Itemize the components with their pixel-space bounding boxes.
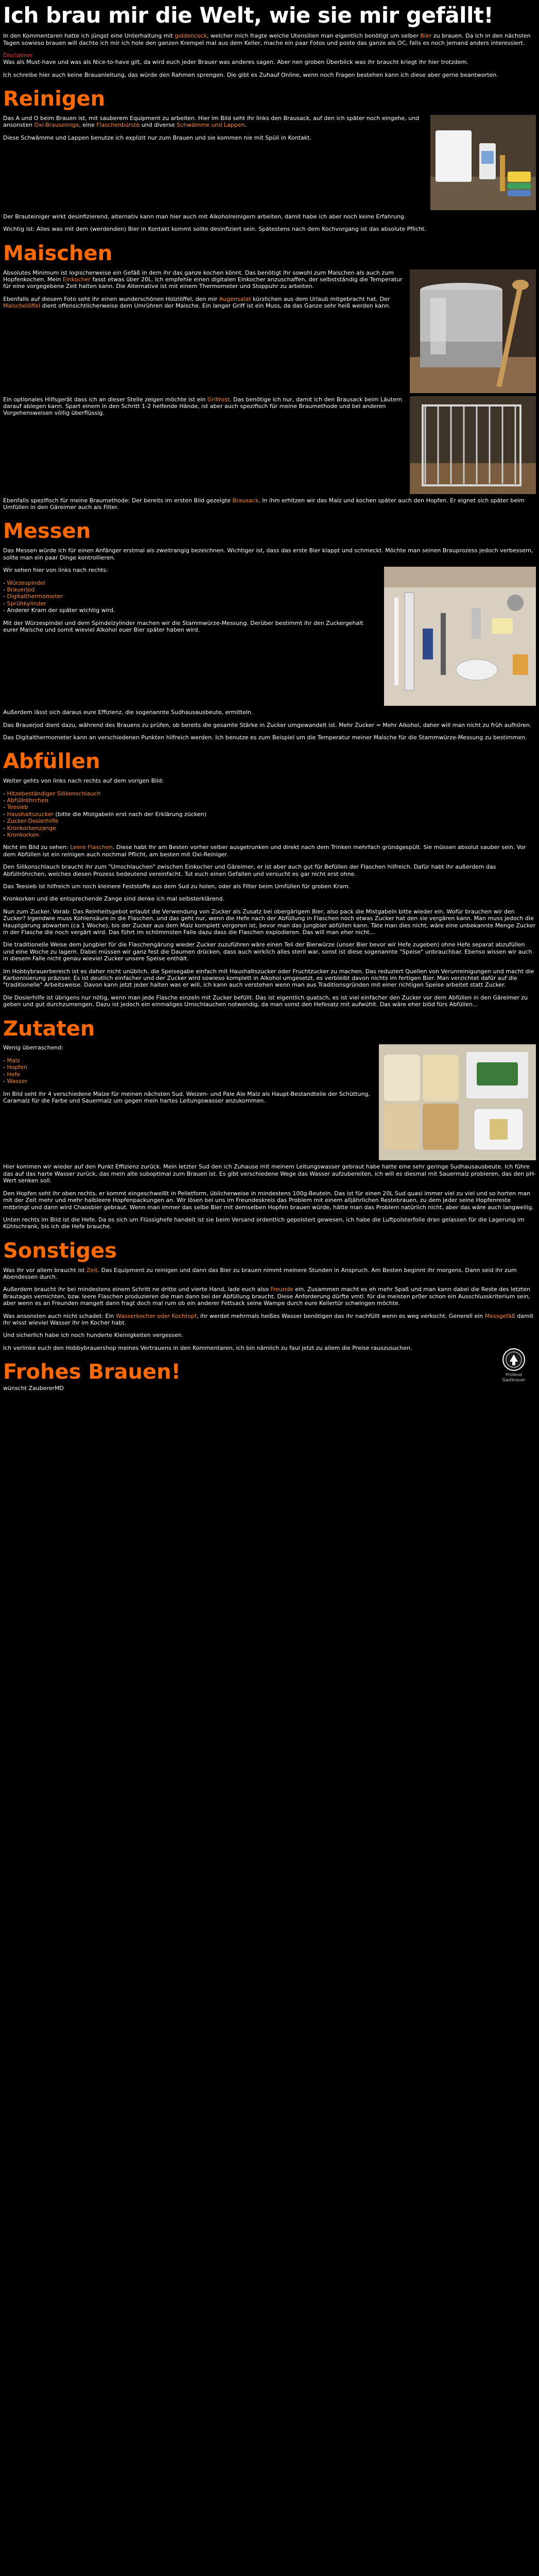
author-line: wünscht ZaubererMD	[3, 1384, 64, 1392]
list-item: - Brauerjod	[3, 586, 35, 593]
final-section	[3, 1360, 536, 1392]
maischen-paragraph-1: Absolutes Minimum ist logischerweise ein Gefäß in dem ihr das ganze kochen könnt. Das benötigt Ihr sowohl zum Maischen als auch zum Hopfenkochen. Mein Einkocher fasst etwas über 20L. Ich empfehle einen digitalen Einkocher anzuschaffen, der selbstständig die Temperatur für eine vorgegebene Zeit halten kann. Die Alternative ist mit einem Thermometer und Stoppuhr zu arbeiten.	[3, 269, 403, 290]
sonstiges-paragraph-5: Ich verlinke euch den Hobbybrauershop meines Vertrauens in den Kommentaren, ich bin nämlich zu faul jetzt zu allem die Preise rauszusuchen.	[3, 1344, 412, 1351]
seal-icon	[502, 1348, 526, 1371]
keyword-bier: Bier	[420, 32, 432, 40]
sonstiges-paragraph-3: Was ansonsten auch nicht schadet: Ein Wasserkocher oder Kochtopf, ihr werdet mehrmals heißes Wasser benötigen das ihr nachfüllt wenn es weg verkocht. Generell ein Messgefäß damit ihr wisst wieviel Wasser ihr im Kocher habt.	[3, 1312, 534, 1326]
zutaten-paragraph-4: Unten rechts im Bild ist die Hefe. Da es sich um Flüssighefe handelt ist sie beim Versand ordentlich gepolstert gewesen, ich habe die Luftpolsterfolie dran gelassen für die Lagerung im Kühlschrank, bis ich die Hefe brauche.	[3, 1216, 525, 1230]
page-title: Ich brau mir die Welt, wie sie mir gefällt!	[3, 3, 494, 28]
zutaten-paragraph-2: Hier kommen wir wieder auf den Punkt Effizienz zurück. Mein letzter Sud den ich Zuhause mit meinem Leitungswasser gebraut habe hatte eine sehr geringe Sudhausausbeute. Ich führe das auf das harte Wasser zurück, das mein alte suboptimal zum Brauen ist. Es gibt verschiedene Wege das Wasser aufzubereiten, ich will es diesmal mit Sauermalz probieren, das den pH-Wert senken soll.	[3, 1163, 536, 1184]
sonstiges-section	[3, 1239, 536, 1351]
abfuellen-list-intro: Weiter gehts von links nach rechts auf dem vorigen Bild:	[3, 777, 164, 785]
closing-heading: Frohes Brauen!	[3, 1360, 181, 1384]
intro-paragraph-2: Ich schreibe hier auch keine Brauanleitung, das würde den Rahmen sprengen. Die gibt es Zuhauf Online, wenn noch Fragen bestehen kann ich diese aber gerne beantworten.	[3, 71, 498, 78]
document-page	[0, 2, 539, 1392]
list-item: - Kronkorkenzange	[3, 824, 56, 832]
maischen-paragraph-4: Ebenfalls spezifisch für meine Braumethode: Der bereits im ersten Bild gezeigte Brausack. In ihm erhitzen wir das Malz und kochen später auch den Hopfen. Er eignet sich später beim Umfüllen in den Gäreimer auch als Filter.	[3, 497, 525, 511]
zutaten-paragraph-3: Den Hopfen seht ihr oben rechts, er kommt eingeschweißt in Pelletform, üblicherweise in mindestens 100g-Beuteln. Das ist für einen 20L Sud quasi immer viel zu viel und so horten man mit der Zeit mehr und mehr halbleere Hopfenpackungen an. Wir lösen bei uns im Freundeskreis das Problem mit einem alljährlichen Restebrauen, zu dem jeder seine Hopfenreste mitbringt und dann wird Chaosbier gebraut. Wenn man immer das selbe Bier mit demselben Hopfen brauen würde, hätte man das Problem natürlich nicht, aber das wäre auch langweilig.	[3, 1190, 534, 1211]
zutaten-list-intro: Wenig überraschend:	[3, 1044, 63, 1052]
section-heading-reinigen: Reinigen	[3, 87, 106, 111]
section-heading-messen: Messen	[3, 519, 91, 544]
abfuellen-paragraph-3: Das Teesieb ist hilfreich um noch kleinere Feststoffe aus dem Sud zu holen, oder als Filter beim Umfüllen für groben Kram.	[3, 883, 351, 890]
list-item: - Wasser	[3, 1078, 28, 1085]
sonstiges-paragraph-2: Außerdem braucht ihr bei mindestens einem Schritt ne dritte und vierte Hand, lade euch also Freunde ein. Zusammen macht es eh mehr Spaß und man kann dabei die Reste des letzten Brautages vernichten, bzw. leere Flaschen produzieren die man dann bei der Abfüllung braucht. Diese Anforderung dürfte vmtl. für die meisten pr0er schon ein Ausschlusskriterium sein, aber wenn es an Freunden mangelt dann fragt doch mal rum ob ein anderer Fettsack seine Wampe durch eure Kellertür schwingen möchte.	[3, 1286, 530, 1307]
disclaimer-paragraph: Disclaimer Was als Must-have und was als Nice-to-have gilt, da wird euch jeder Brauer was anderes sagen. Aber nen groben Überblick was ihr braucht kriegt ihr hier trotzdem.	[3, 52, 468, 66]
section-heading-zutaten: Zutaten	[3, 1016, 95, 1041]
list-item: - Malz	[3, 1057, 20, 1064]
grill-rack-photo	[410, 396, 536, 494]
messen-paragraph-5: Das Digitalthermometer kann an verschiedenen Punkten hilfreich werden. Ich benutze es zum Beispiel um die Temperatur meiner Maische für die Stammwürze-Messung zu bestimmen.	[3, 734, 527, 741]
reinigen-paragraph-1: Das A und O beim Brauen ist, mit sauberem Equipment zu arbeiten. Hier im Bild seht ihr links den Brausack, auf den ich später noch eingehe, und ansonsten Oxi-Brauseinige, eine Flaschenbürste und diverse Schwämme und Lappen.	[3, 115, 420, 129]
list-item: - Hitzebeständiger Silikonschlauch	[3, 790, 101, 797]
section-heading-sonstiges: Sonstiges	[3, 1239, 117, 1263]
disclaimer-label: Disclaimer	[3, 52, 33, 59]
abfuellen-paragraph-4: Kronkorken und die entsprechende Zange sind denke ich mal selbsterklärend.	[3, 895, 224, 903]
reinigen-section	[3, 87, 536, 233]
ingredients-photo	[379, 1044, 536, 1160]
abfuellen-list	[3, 790, 536, 839]
list-item: - Anderer Kram der später wichtig wird.	[3, 607, 115, 614]
list-item: - Abfüllröhrchen	[3, 796, 48, 804]
cleaning-supplies-photo	[430, 115, 536, 210]
list-item: - Haushaltszucker (bitte die Mistgabeln erst nach der Erklärung zücken)	[3, 810, 206, 818]
abfuellen-paragraph-2: Den Silikonschlauch braucht ihr zum "Umschlauchen" zwischen Einkocher und Gäreimer, er ist aber auch gut für Befüllen der Flaschen hilfreich. Dafür habt ihr außerdem das Abfüllröhrchen, welches diesen Prozess bedeutend vereinfacht. Tut euch einen Gefallen und versucht es gar nicht erst ohne.	[3, 863, 496, 877]
messen-paragraph-2: Mit der Würzespindel und dem Spindelzylinder machen wir die Stammwürze-Messung. Derüber bestimmt ihr den Zuckergehalt eurer Maische und somit wieviel Alkohol euer Bier später haben wird.	[3, 619, 363, 633]
list-item: - Kronkorken	[3, 831, 39, 838]
messen-list-intro: Wir sehen hier von links nach rechts:	[3, 567, 108, 574]
maischen-paragraph-3: Ein optionales Hilfsgerät dass ich an dieser Stelle zeigen möchte ist ein Grillrost. Das benötige ich nur, damit ich den Brausack beim Läutern darauf ablegen kann. Spart einem in den Schritt 1-2 helfende Hände, ist aber auch spezifisch für meine Braumethode und bei anderen Vorgehensweisen völlig überflüssig.	[3, 396, 403, 417]
measuring-tools-photo	[384, 567, 536, 706]
intro-section	[3, 32, 536, 78]
list-item: - Würzespindel	[3, 579, 45, 586]
list-item: - Hopfen	[3, 1064, 28, 1071]
abfuellen-paragraph-8: Die Dosierhilfe ist übrigens nur nötig, wenn man jede Flasche einzeln mit Zucker befüllt. Das ist eigentlich quatsch, es ist viel einfacher den Zucker vor dem Abfüllen in den Gäreimer zu geben und gut durchzumengen. Dazu ist jedoch ein einmaliges Umschlauchen notwendig, da man sonst den Hefesatz mit aufwühlt. Das wäre eher blöd fürs Abfüllen…	[3, 994, 528, 1008]
boiler-photo	[410, 269, 536, 393]
messen-paragraph-1: Das Messen würde ich für einen Anfänger erstmal als zweitrangig bezeichnen. Wichtiger ist, dass das erste Bier klappt und schmeckt. Möchte man seinen Brauprozess jedoch verbessern, sollte man ein paar Dinge kontrollieren.	[3, 547, 533, 561]
reinigen-paragraph-3: Der Brauteiniger wirkt desinfizierend, alternativ kann man hier auch mit Alkoholreinigern arbeiten, damit habe ich aber noch keine Erfahrung.	[3, 213, 406, 221]
list-item: - Zucker-Dosierhilfe	[3, 818, 59, 825]
abfuellen-paragraph-5: Nun zum Zucker. Vorab: Das Reinheitsgebot erlaubt die Verwendung von Zucker als Zusatz bei obergärigem Bier, also pack die Mistgabeln bitte wieder ein. Wofür brauchen wir den Zucker? Irgendwie muss Kohlensäure in die Flaschen, und das geht nur, wenn die Hefe nach der Abfüllung in Flaschen noch etwas Zucker hat den sie vergären kann. Man muss jedoch die Hauptgärung abwarten (ca 1 Woche), bis der Zucker aus dem Malz komplett vergoren ist, bevor man das Jungbier abfüllen kann. Täte man dies nicht, wäre eine unbekannte Menge Zucker in der Flasche die noch vergärt wird. Das führt im schlimmsten Falle dazu dass die Flaschen explodieren. Das will man eher nicht...	[3, 908, 536, 936]
reinigen-paragraph-2: Diese Schwämme und Lappen benutze ich explizit nur zum Brauen und sie kommen nie mit Spüli in Kontakt.	[3, 134, 311, 141]
list-item: - Digitalthermometer	[3, 593, 63, 600]
abfuellen-section	[3, 749, 536, 1008]
brewer-seal	[496, 1348, 532, 1383]
messen-paragraph-4: Das Brauerjod dient dazu, während des Brauens zu prüfen, ob bereits die gesamte Stärke in Zucker umgewandelt ist. Mehr Zucker = Mehr Alkohol, daher will man nicht zu früh aufhören.	[3, 721, 532, 728]
abfuellen-paragraph-1: Nicht im Bild zu sehen: Leere Flaschen. Diese habt Ihr am Besten vorher selber ausgetrunken und direkt nach dem Trinken mehrfach gründgespült. Sie müssen absolut sauber sein. Vor dem Abfüllen ist ein reinigen auch nochmal Pflicht, am besten mit Oxi-Reiniger.	[3, 844, 526, 858]
mention-link: goldencock	[175, 32, 207, 40]
messen-section	[3, 519, 536, 741]
intro-paragraph: In den Kommentaren hatte ich jüngst eine Unterhaltung mit goldencock, welcher mich fragte welche Utensilien man eigentlich benötigt um selber Bier zu brauen. Da ich in den nächsten Tagen sowieso brauen will dachte ich mir ich hole den ganzen Krempel mal aus dem Keller, mache ein paar Fotos und poste das ganze als OC, falls es noch jemand anders interessiert.	[3, 32, 531, 46]
reinigen-paragraph-4: Wichtig ist: Alles was mit dem (werdenden) Bier in Kontakt kommt sollte desinfiziert sein. Spätestens nach dem Kochvorgang ist das absolute Pflicht.	[3, 226, 427, 233]
abfuellen-paragraph-6: Die traditionelle Weise dem Jungbier für die Flaschengärung wieder Zucker zuzuführen wäre einen Teil der Bierwürze (unser Bier bevor wir Hefe zugeben) ohne Hefe separat abzufüllen und eine Woche zu lagern. Dabei müssen wir ganz fest die Daumen drücken, dass auch wirklich alles steril war, sonst ist diese sogenannte "Speise" unbrauchbar. Ebenso wissen wir auch in diesem Falle nicht genau wieviel Zucker unsere Speise enthält.	[3, 941, 532, 962]
maischen-section	[3, 241, 536, 511]
sonstiges-paragraph-4: Und sicherlich habe ich noch hunderte Kleinigkeiten vergessen.	[3, 1332, 184, 1339]
section-heading-abfuellen: Abfüllen	[3, 750, 100, 774]
list-item: - Sprühkylinder	[3, 600, 46, 607]
maischen-paragraph-2: Ebenfalls auf diesem Foto seht ihr einen wunderschönen Holzlöffel, den mir Augensalat kürzlichen aus dem Urlaub mitgebracht hat. Der Maischelöffel dient offensichtlicherweise dem Umrühren der Maische. Ein langer Griff ist ein Muss, da das Ganze sehr heiß werden kann.	[3, 295, 391, 310]
messen-paragraph-3: Außerdem lässt sich daraus eure Effizienz, die sogenannte Sudhausausbeute, ermitteln.	[3, 709, 253, 716]
zutaten-section	[3, 1016, 536, 1230]
section-heading-maischen: Maischen	[3, 241, 113, 265]
zutaten-paragraph-1: Im Bild seht ihr 4 verschiedene Malze für meinen nächsten Sud. Weizen- und Pale Ale Malz als Haupt-Bestandteile der Schüttung, Caramalz für die Farbe und Sauermalz um gegen mein hartes Leitungswasser anzukommen.	[3, 1090, 370, 1104]
list-item: - Teesieb	[3, 804, 28, 811]
seal-caption: Prüfend Gastbrauer	[502, 1372, 526, 1382]
abfuellen-paragraph-7: Im Hobbybrauerbereich ist es daher nicht unüblich, die Speisegabe einfach mit Haushaltszucker oder Fruchtzucker zu machen. Das reduziert Quellen von Verunreinigungen und macht die Karbonisierung präziser. Es ist deutlich einfacher und der Zucker wird sowieso komplett in Alkohol umgesetzt, es verbleibt davon nichts im fertigen Bier. Man verzichtet dafür auf die "traditionelle" Arbeitsweise. Davon kann jetzt jeder halten was er will, ich kann auch verstehen wenn man aus Traditionsgründen mit einer richtigen Speise arbeitet statt Zucker.	[3, 968, 534, 989]
list-item: - Hefe	[3, 1071, 21, 1078]
sonstiges-paragraph-1: Was ihr vor allem braucht ist Zeit. Das Equipment zu reinigen und dann das Bier zu brauen nimmt meinere Stunden in Anspruch. Am Besten beginnt ihr morgens. Dann seid ihr zum Abendessen durch.	[3, 1266, 517, 1280]
